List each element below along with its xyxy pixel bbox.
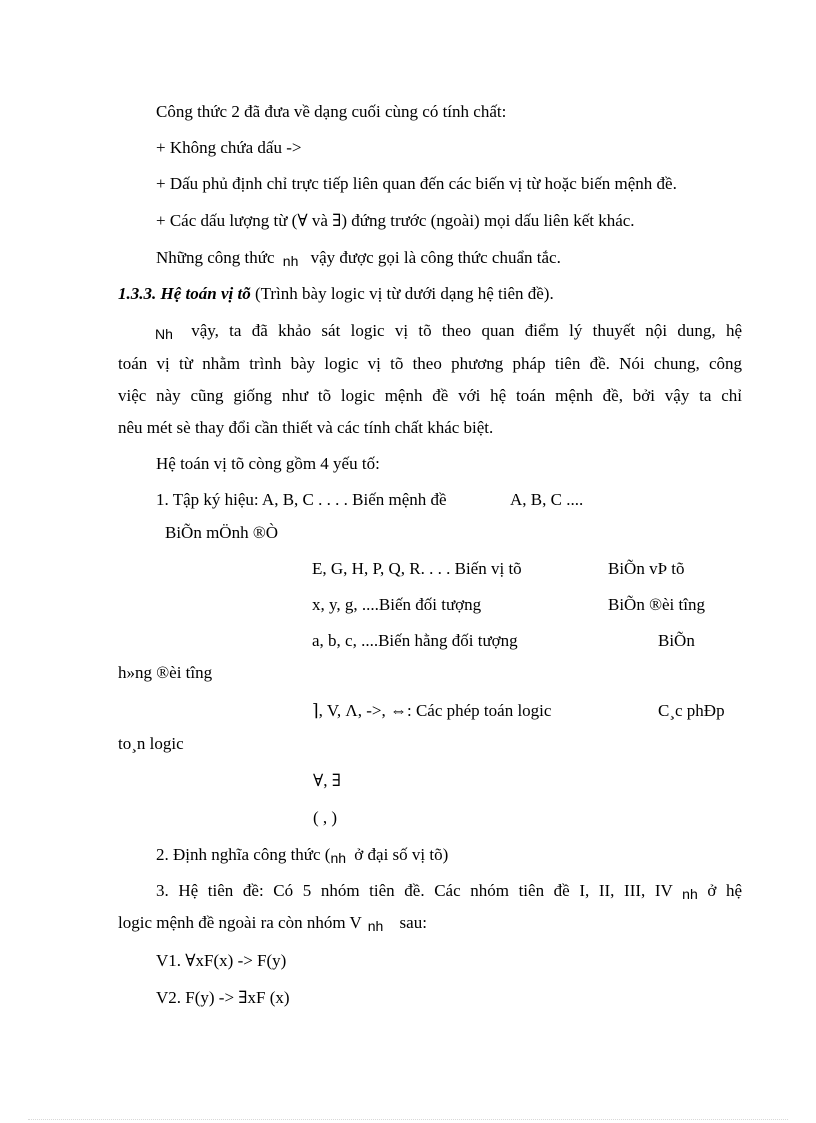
- symbol-line: h»ng ®èi tîng: [118, 663, 213, 682]
- section-heading: [118, 284, 554, 304]
- text-fragment: 2. Định nghĩa công thức (: [156, 845, 331, 864]
- symbol-line: ⌉, V, Λ, ->, ⇔: Các phép toán logic: [312, 701, 552, 720]
- heading-text: (Trình bày logic vị từ dưới dạng hệ tiên đề).: [250, 284, 554, 303]
- text-fragment: nh: [330, 850, 347, 866]
- text-fragment: sau:: [399, 913, 427, 932]
- text-line: A, B, C ....: [510, 490, 584, 509]
- text-fragment: vậy, ta đã khảo sát logic vị tõ theo quan điểm lý thuyết nội dung, hệ: [191, 321, 742, 340]
- symbol-line: ∀, ∃: [313, 771, 341, 790]
- text-fragment: ở hệ: [707, 881, 743, 900]
- text-line: [118, 913, 427, 933]
- symbol-line: a, b, c, ....Biến hằng đối tượng: [312, 631, 518, 650]
- symbol-line: to¸n logic: [118, 734, 184, 753]
- symbol-line: C¸c phÐp: [658, 701, 725, 720]
- text-fragment: logic mệnh đề ngoài ra còn nhóm V: [118, 913, 362, 932]
- text-fragment: Những công thức: [156, 248, 275, 267]
- text-line: nêu mét sè thay đổi cần thiết và các tính chất khác biệt.: [118, 418, 494, 437]
- symbol-line: x, y, g, ....Biến đối tượng: [312, 595, 482, 614]
- text-line: toán vị từ nhằm trình bày logic vị tõ theo phương pháp tiên đề. Nói chung, công: [118, 354, 742, 373]
- symbol-line: BiÕn ®èi tîng: [608, 595, 705, 614]
- text-line: + Các dấu lượng từ (∀ và ∃) đứng trước (ngoài) mọi dấu liên kết khác.: [156, 211, 635, 230]
- formula-line: V2. F(y) -> ∃xF (x): [156, 988, 290, 1007]
- text-line: [156, 248, 561, 268]
- symbol-line: E, G, H, P, Q, R. . . . Biến vị tõ: [312, 559, 522, 578]
- text-fragment: nh: [367, 918, 384, 934]
- text-line: 1. Tập ký hiệu: A, B, C . . . . Biến mệnh đề: [156, 490, 447, 509]
- text-fragment: vậy được gọi là công thức chuẩn tắc.: [310, 248, 561, 267]
- text-line: [156, 845, 448, 865]
- page-bottom-border: [28, 1119, 788, 1120]
- text-line: [118, 321, 742, 341]
- symbol-line: BiÕn vÞ tõ: [608, 559, 685, 578]
- text-fragment: nh: [682, 886, 698, 902]
- text-line: việc này cũng giống như tõ logic mệnh đề với hệ toán mệnh đề, bởi vậy ta chỉ: [118, 386, 742, 405]
- text-fragment: Nh: [155, 326, 173, 342]
- heading-number: 1.3.3. Hệ toán vị tõ: [118, 284, 251, 303]
- formula-line: V1. ∀xF(x) -> F(y): [156, 951, 287, 970]
- text-line: BiÕn mÖnh ®Ò: [165, 523, 279, 542]
- text-line: [156, 881, 742, 901]
- text-line: Công thức 2 đã đưa về dạng cuối cùng có tính chất:: [156, 102, 507, 121]
- text-line: + Dấu phủ định chỉ trực tiếp liên quan đến các biến vị từ hoặc biến mệnh đề.: [156, 174, 677, 193]
- text-fragment: 3. Hệ tiên đề: Có 5 nhóm tiên đề. Các nhóm tiên đề I, II, III, IV: [156, 881, 673, 900]
- text-fragment: ở đại số vị tõ): [350, 845, 449, 864]
- text-line: + Không chứa dấu ->: [156, 138, 302, 157]
- symbol-line: BiÕn: [658, 631, 695, 650]
- text-fragment: nh: [282, 253, 299, 269]
- text-line: Hệ toán vị tõ còng gồm 4 yếu tố:: [156, 454, 380, 473]
- symbol-line: ( , ): [313, 808, 338, 827]
